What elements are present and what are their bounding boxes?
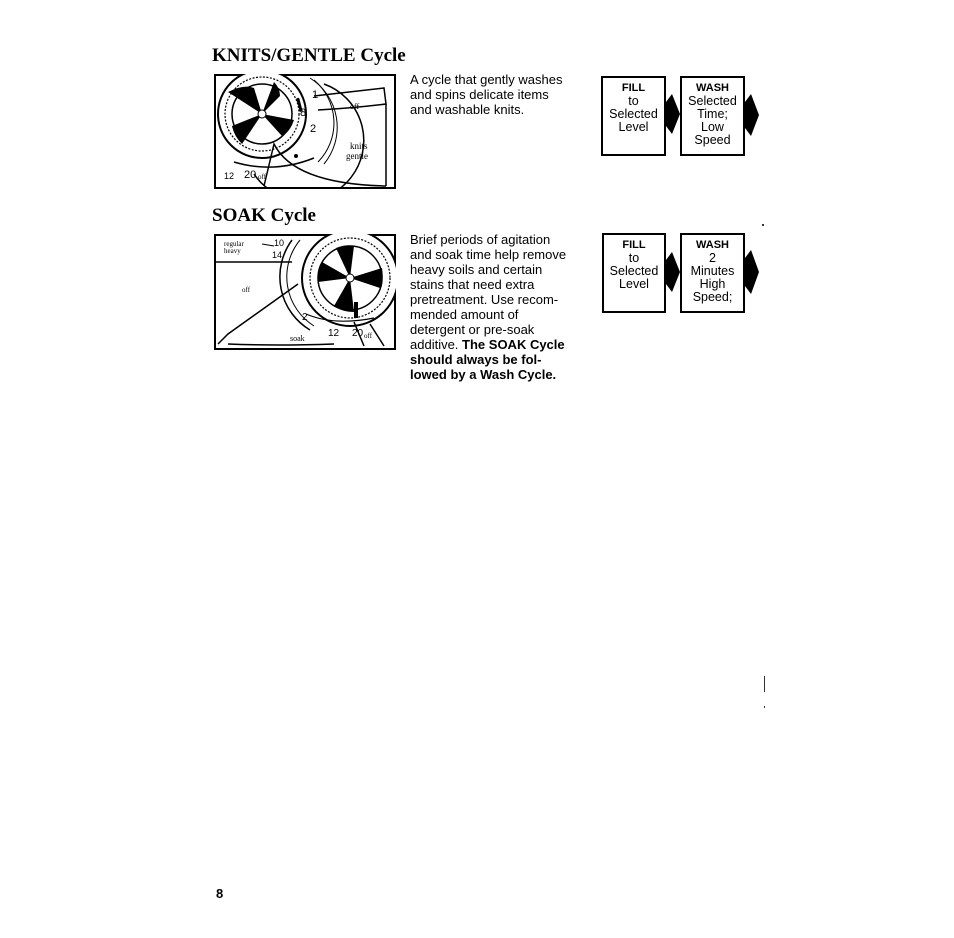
soak-description-line [410, 337, 596, 352]
soak-dial-number-20: 20 [352, 328, 364, 339]
soak-flow-arrow-1 [666, 252, 680, 292]
soak-description-line: heavy soils and certain [410, 262, 543, 277]
knits-fill-box [601, 76, 666, 156]
knits-wash-title: WASH [696, 82, 729, 94]
soak-dial-label-heavy: heavy [224, 247, 241, 255]
soak-wash-line: High [699, 277, 726, 291]
soak-description-line: mended amount of [410, 307, 519, 322]
knits-flow-arrow-2 [745, 94, 759, 136]
knits-fill-line: Level [618, 120, 649, 134]
knits-wash-line: Time; [697, 107, 728, 121]
knits-description [410, 72, 596, 117]
knits-fill-title: FILL [621, 82, 646, 94]
soak-description-bold-line: should always be fol- [410, 352, 542, 367]
soak-dial-label-regular: regular [224, 240, 244, 248]
soak-description-bold-line: lowed by a Wash Cycle. [410, 367, 557, 382]
soak-fill-line: to [628, 251, 640, 265]
soak-flow-arrow-2 [745, 250, 759, 294]
soak-wash-line: Speed; [692, 290, 733, 304]
soak-description-bold: The SOAK Cycle [462, 337, 565, 352]
knits-wash-line: Selected [688, 94, 737, 108]
knits-description-line: and spins delicate items [410, 87, 549, 102]
soak-description-line: pretreatment. Use recom- [410, 292, 559, 307]
knits-dial-number-1: 1 [312, 89, 319, 101]
soak-dial-number-10: 10 [274, 238, 285, 248]
knits-heading: KNITS/GENTLE Cycle [212, 45, 406, 66]
knits-description-line: A cycle that gently washes [410, 72, 563, 87]
knits-fill-line: Selected [609, 107, 658, 121]
knits-dial-drawing [214, 74, 396, 189]
soak-wash-line: Minutes [690, 264, 735, 278]
soak-dial-number-2: 2 [302, 312, 308, 323]
soak-wash-line: 2 [709, 251, 716, 265]
soak-dial-number-14: 14 [272, 250, 283, 260]
knits-dial-label-off-bottom: off [258, 173, 267, 181]
knits-dial-number-8: 8 [300, 107, 307, 119]
page-number: 8 [216, 886, 224, 901]
knits-dial-label-knits: knits [350, 141, 368, 151]
knits-flow-arrow-1 [666, 94, 680, 134]
soak-description-line: and soak time help remove [410, 247, 567, 262]
soak-description-plain: additive. [410, 337, 459, 352]
scan-mark [762, 224, 764, 226]
knits-dial-number-20: 20 [244, 169, 257, 181]
soak-description [410, 232, 596, 382]
soak-fill-line: Selected [609, 264, 659, 278]
soak-description-line: detergent or pre-soak [410, 322, 535, 337]
knits-dial-number-12: 12 [224, 171, 235, 181]
soak-dial-label-off: off [242, 286, 251, 294]
knits-wash-box [680, 76, 745, 156]
soak-description-line: Brief periods of agitation [410, 232, 551, 247]
soak-wash-box [680, 233, 745, 313]
knits-wash-line: Speed [694, 133, 731, 147]
knits-fill-line: to [628, 94, 639, 108]
scan-mark [764, 676, 765, 692]
soak-fill-line: Level [619, 277, 649, 291]
soak-dial-illustration [214, 234, 396, 350]
knits-dial-label-gentle: gentle [346, 151, 368, 161]
knits-dial-label-off: off [350, 102, 360, 111]
soak-dial-label-off-bottom: off [364, 332, 373, 340]
knits-description-line: and washable knits. [410, 102, 525, 117]
soak-dial-number-12: 12 [328, 328, 340, 339]
knits-wash-line: Low [701, 120, 724, 134]
scan-mark [764, 706, 765, 708]
soak-dial-label-soak: soak [290, 334, 305, 343]
soak-wash-title: WASH [696, 239, 729, 251]
soak-description-line: stains that need extra [410, 277, 535, 292]
knits-dial-illustration [214, 74, 396, 189]
knits-dial-number-2: 2 [310, 123, 317, 135]
soak-fill-title: FILL [622, 239, 646, 251]
soak-heading: SOAK Cycle [212, 205, 316, 226]
soak-fill-box [602, 233, 666, 313]
